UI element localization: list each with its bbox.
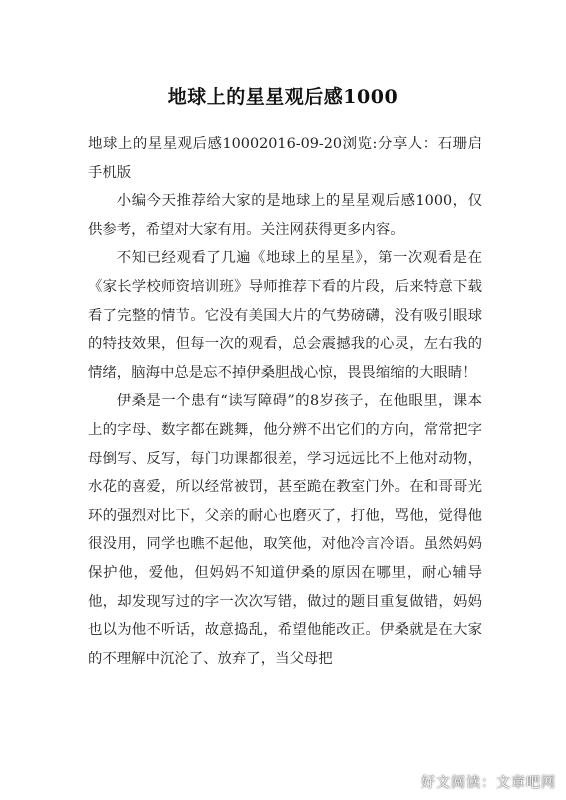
page-title: 地球上的星星观后感1000 [167,85,399,108]
paragraph-intro: 小编今天推荐给大家的是地球上的星星观后感1000，仅供参考，希望对大家有用。关注网获得更多内容。 [88,193,482,238]
article-body [88,130,482,673]
site-watermark: 好文阅读：文章吧网 [421,775,556,791]
meta-line: 地球上的星星观后感10002016-09-20浏览:分享人：石珊启手机版 [88,136,482,181]
paragraph-ethan: 伊桑是一个患有“读写障碍”的8岁孩子，在他眼里，课本上的字母、数字都在跳舞，他分辨不出它们的方向，常常把字母倒写、反写，每门功课都很差，学习远远比不上他对动物，水花的喜爱，所以经常被罚，甚至跪在教室门外。在和哥哥光环的强烈对比下，父亲的耐心也磨灭了，打他，骂他，觉得他很没用，同学也瞧不起他，取笑他，对他冷言冷语。虽然妈妈保护他，爱他，但妈妈不知道伊桑的原因在哪里，耐心辅导他，却发现写过的字一次次写错，做过的题目重复做错，妈妈也以为他不听话，故意捣乱，希望他能改正。伊桑就是在大家的不理解中沉沦了、放弃了，当父母把 [88,393,482,667]
paragraph-viewing: 不知已经观看了几遍《地球上的星星》，第一次观看是在《家长学校师资培训班》导师推荐下看的片段，后来特意下载看了完整的情节。它没有美国大片的气势磅礴，没有吸引眼球的特技效果，但每一次的观看，总会震撼我的心灵，左右我的情绪，脑海中总是忘不掉伊桑胆战心惊，畏畏缩缩的大眼睛！ [88,250,482,381]
